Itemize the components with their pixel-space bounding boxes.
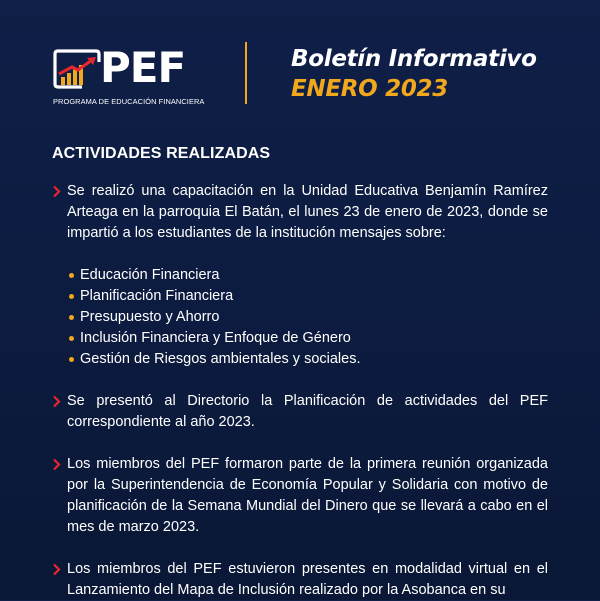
activities-list xyxy=(52,181,548,601)
topic-item xyxy=(69,307,548,328)
activity-item xyxy=(52,391,548,433)
bulletin-date: ENERO 2023 xyxy=(291,76,448,102)
topic-item xyxy=(69,286,548,307)
activity-text: Los miembros del PEF estuvieron presentes en modalidad virtual en el Lanzamiento del Mapa de Inclusión realizado por la Asobanca en su xyxy=(67,561,548,598)
topic-text: Presupuesto y Ahorro xyxy=(80,309,220,325)
activity-item xyxy=(52,454,548,538)
chevron-right-icon xyxy=(52,563,61,576)
activity-item xyxy=(52,559,548,601)
activity-text: Se realizó una capacitación en la Unidad Educativa Benjamín Ramírez Arteaga en la parroquia El Batán, el lunes 23 de enero de 2023, donde se impartió a los estudiantes de la institución mensajes sobre: xyxy=(67,183,548,241)
activity-text: Se presentó al Directorio la Planificación de actividades del PEF correspondiente al año 2023. xyxy=(67,393,548,430)
header xyxy=(0,0,600,120)
topic-text: Educación Financiera xyxy=(80,267,220,283)
activity-text: Los miembros del PEF formaron parte de la primera reunión organizada por la Superintendencia de Economía Popular y Solidaria con motivo de planificación de la Semana Mundial del Dinero que se llevará a cabo en el mes de marzo 2023. xyxy=(67,456,548,535)
pef-logo xyxy=(52,43,205,108)
header-divider xyxy=(245,42,247,104)
chevron-right-icon xyxy=(52,395,61,408)
dot-icon xyxy=(69,294,74,299)
logo-name: PEF xyxy=(100,43,186,92)
topics-list xyxy=(52,265,548,370)
topic-text: Planificación Financiera xyxy=(80,288,234,304)
chevron-right-icon xyxy=(52,458,61,471)
bar-chart-arrow-icon xyxy=(52,48,102,90)
dot-icon xyxy=(69,273,74,278)
topic-item xyxy=(69,349,548,370)
dot-icon xyxy=(69,357,74,362)
dot-icon xyxy=(69,336,74,341)
topic-text: Inclusión Financiera y Enfoque de Género xyxy=(80,330,351,346)
topic-item xyxy=(69,328,548,349)
chevron-right-icon xyxy=(52,185,61,198)
logo-subtitle: PROGRAMA DE EDUCACIÓN FINANCIERA xyxy=(53,97,205,106)
dot-icon xyxy=(69,315,74,320)
bulletin-title: Boletín Informativo xyxy=(291,46,537,72)
topic-text: Gestión de Riesgos ambientales y sociales. xyxy=(80,351,361,367)
topic-item xyxy=(69,265,548,286)
section-title: ACTIVIDADES REALIZADAS xyxy=(52,145,271,162)
activity-item xyxy=(52,181,548,265)
bulletin-heading xyxy=(291,44,537,104)
